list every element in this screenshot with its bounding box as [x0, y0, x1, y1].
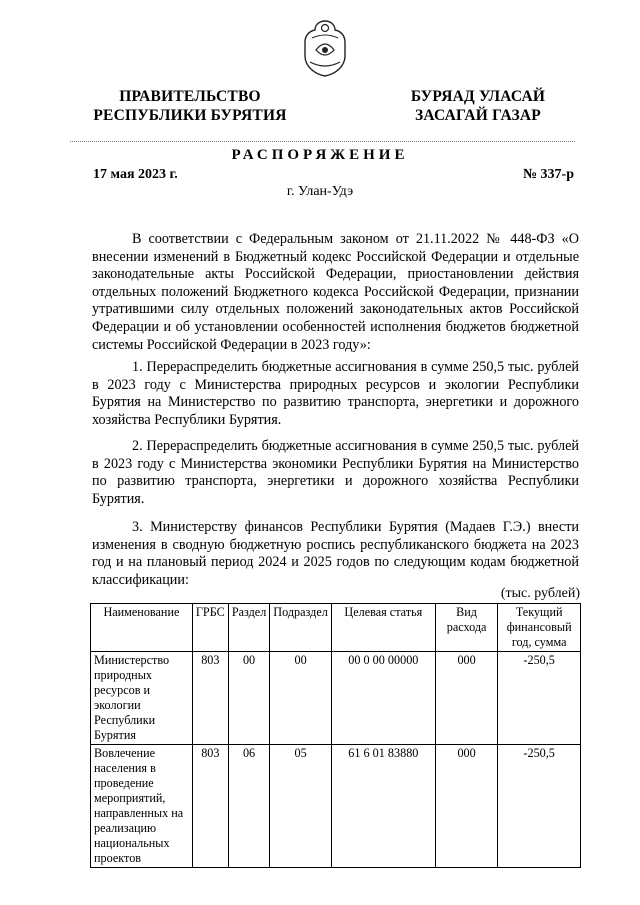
cell-name: Вовлечение населения в проведение мероприятий, направленных на реализацию национальных проектов: [91, 745, 193, 868]
cell-podrazdel: 05: [270, 745, 332, 868]
government-name-ru: [86, 87, 294, 125]
preamble-paragraph: В соответствии с Федеральным законом от 21.11.2022 № 448-ФЗ «О внесении изменений в Бюджетный кодекс Российской Федерации и отдельные законодательные акты Российской Федерации, приостановлении действия отдельных положений Бюджетного кодекса Российской Федерации, признании утратившими силу отдельных положений законодательных актов Российской Федерации и об установлении особенностей исполнения бюджетов бюджетной системы Российской Федерации в 2023 году»:: [92, 231, 579, 353]
budget-table: [90, 603, 581, 868]
document-number: № 337-р: [522, 167, 574, 182]
col-header-razdel: Раздел: [228, 604, 269, 652]
table-row: [91, 652, 581, 745]
cell-razdel: 00: [228, 652, 269, 745]
cell-amount: -250,5: [498, 652, 581, 745]
table-row: [91, 745, 581, 868]
col-header-target: Целевая статья: [331, 604, 435, 652]
document-city: г. Улан-Удэ: [286, 184, 354, 199]
government-name-ru-line2: РЕСПУБЛИКИ БУРЯТИЯ: [93, 107, 287, 124]
col-header-grbs: ГРБС: [192, 604, 228, 652]
col-header-current: Текущий финансовый год, сумма: [498, 604, 581, 652]
cell-razdel: 06: [228, 745, 269, 868]
cell-vid: 000: [435, 652, 498, 745]
table-header-row: [91, 604, 581, 652]
item-3-paragraph: 3. Министерству финансов Республики Бурятия (Мадаев Г.Э.) внести изменения в сводную бюджетную роспись республиканского бюджета на 2023 год и на плановый период 2024 и 2025 годов по следующим кодам бюджетной классификации:: [92, 519, 579, 588]
coat-of-arms-emblem: [300, 18, 350, 78]
government-name-ru-line1: ПРАВИТЕЛЬСТВО: [119, 88, 261, 105]
cell-target: 00 0 00 00000: [331, 652, 435, 745]
cell-grbs: 803: [192, 652, 228, 745]
government-name-bua-line2: ЗАСАГАЙ ГАЗАР: [415, 107, 541, 124]
header-divider: [70, 141, 575, 142]
cell-podrazdel: 00: [270, 652, 332, 745]
document-date: 17 мая 2023 г.: [93, 167, 178, 182]
item-1-paragraph: 1. Перераспределить бюджетные ассигнования в сумме 250,5 тыс. рублей в 2023 году с Министерства природных ресурсов и экологии Республики Бурятия на Министерство по развитию транспорта, энергетики и дорожного хозяйства Республики Бурятия.: [92, 359, 579, 428]
cell-name: Министерство природных ресурсов и экологии Республики Бурятия: [91, 652, 193, 745]
col-header-name: Наименование: [91, 604, 193, 652]
government-name-bua-line1: БУРЯАД УЛАСАЙ: [410, 88, 546, 105]
col-header-vid: Вид расхода: [435, 604, 498, 652]
cell-vid: 000: [435, 745, 498, 868]
table-unit-label: (тыс. рублей): [500, 586, 580, 601]
item-2-paragraph: 2. Перераспределить бюджетные ассигнования в сумме 250,5 тыс. рублей в 2023 году с Министерства экономики Республики Бурятия на Министерство по развитию транспорта, энергетики и дорожного хозяйства Республики Бурятия.: [92, 438, 579, 507]
col-header-podrazdel: Подраздел: [270, 604, 332, 652]
government-name-bua: [392, 87, 564, 125]
cell-grbs: 803: [192, 745, 228, 868]
cell-target: 61 6 01 83880: [331, 745, 435, 868]
cell-amount: -250,5: [498, 745, 581, 868]
document-title: РАСПОРЯЖЕНИЕ: [231, 147, 409, 163]
